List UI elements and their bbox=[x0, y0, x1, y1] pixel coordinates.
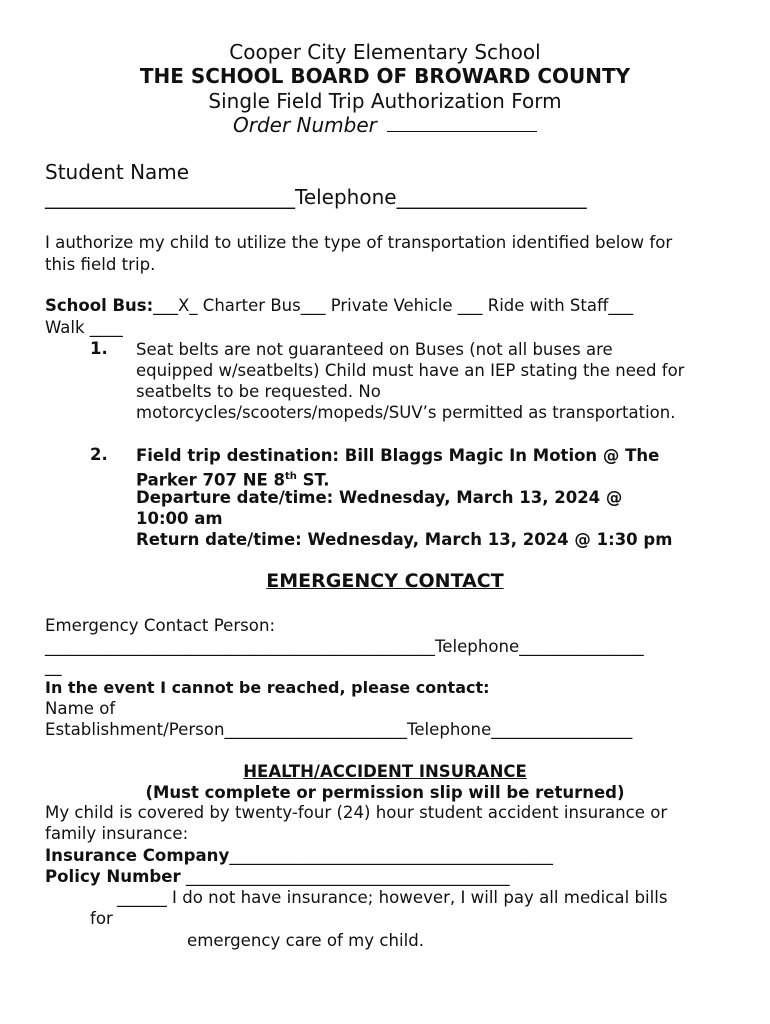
item-1-number: 1. bbox=[90, 339, 108, 358]
policy-number-field[interactable]: _______________________________________ bbox=[180, 867, 510, 886]
trip-destination-street: ST. bbox=[296, 470, 330, 490]
form-title: Single Field Trip Authorization Form bbox=[208, 89, 562, 113]
no-insurance-text: I do not have insurance; however, I will pay all medical bills bbox=[166, 888, 668, 907]
trip-destination-address: Parker 707 NE 8 bbox=[136, 470, 286, 490]
insurance-line-1: My child is covered by twenty-four (24) hour student accident insurance or bbox=[45, 803, 668, 822]
ride-staff-label: Ride with Staff bbox=[487, 296, 609, 315]
charter-bus-checkbox[interactable]: ___ bbox=[300, 296, 326, 315]
insurance-heading: HEALTH/ACCIDENT INSURANCE bbox=[243, 762, 527, 781]
establishment-label-line-1: Name of bbox=[45, 699, 116, 718]
departure-line-2: 10:00 am bbox=[136, 509, 223, 528]
school-board-title: THE SCHOOL BOARD OF BROWARD COUNTY bbox=[139, 64, 631, 88]
establishment-telephone-label: Telephone bbox=[407, 720, 492, 739]
no-insurance-row bbox=[117, 888, 667, 907]
walk-label: Walk bbox=[45, 318, 85, 337]
order-number-field[interactable] bbox=[387, 115, 537, 132]
establishment-telephone-field[interactable]: _________________ bbox=[491, 720, 633, 739]
school-name: Cooper City Elementary School bbox=[229, 40, 541, 64]
alternate-contact-heading: In the event I cannot be reached, please contact: bbox=[45, 678, 490, 697]
insurance-company-label: Insurance Company bbox=[45, 846, 230, 865]
emergency-contact-heading: EMERGENCY CONTACT bbox=[266, 570, 504, 592]
no-insurance-for: for bbox=[90, 909, 113, 928]
authorization-line-1: I authorize my child to utilize the type of transportation identified below for bbox=[45, 233, 673, 252]
item-1-line-1: Seat belts are not guaranteed on Buses (not all buses are bbox=[136, 340, 613, 359]
order-number-row bbox=[233, 113, 537, 137]
emergency-telephone-label: Telephone bbox=[434, 637, 520, 656]
emergency-contact-row bbox=[45, 637, 644, 656]
authorization-line-2: this field trip. bbox=[45, 255, 156, 274]
student-telephone-field[interactable]: ___________________ bbox=[396, 185, 587, 209]
ride-staff-checkbox[interactable]: ___ bbox=[608, 296, 634, 315]
private-vehicle-label: Private Vehicle bbox=[330, 296, 453, 315]
private-vehicle-checkbox[interactable]: ___ bbox=[457, 296, 483, 315]
emergency-telephone-field[interactable]: _______________ bbox=[519, 637, 644, 656]
student-telephone-label: Telephone bbox=[295, 185, 397, 209]
student-name-field[interactable]: _________________________ bbox=[45, 185, 295, 209]
no-insurance-checkbox[interactable]: ______ bbox=[117, 888, 167, 907]
establishment-label: Establishment/Person bbox=[45, 720, 225, 739]
establishment-field[interactable]: ______________________ bbox=[224, 720, 407, 739]
item-2-number: 2. bbox=[90, 445, 108, 464]
school-bus-checkbox[interactable]: ___X_ bbox=[153, 296, 198, 315]
emergency-contact-label: Emergency Contact Person: bbox=[45, 616, 276, 635]
charter-bus-label: Charter Bus bbox=[202, 296, 301, 315]
student-name-label: Student Name bbox=[45, 160, 190, 184]
student-row bbox=[45, 185, 587, 209]
item-1-line-4: motorcycles/scooters/mopeds/SUV’s permitted as transportation. bbox=[136, 403, 676, 422]
emergency-contact-field[interactable]: _______________________________________________ bbox=[45, 637, 435, 656]
order-number-label: Order Number bbox=[233, 113, 377, 137]
walk-checkbox[interactable]: ____ bbox=[89, 318, 123, 337]
establishment-row bbox=[45, 720, 632, 739]
item-1-line-3: seatbelts to be requested. No bbox=[136, 382, 381, 401]
insurance-subheading: (Must complete or permission slip will be returned) bbox=[145, 783, 625, 802]
departure-line-1: Departure date/time: Wednesday, March 13, 2024 @ bbox=[136, 488, 623, 507]
trip-destination-ordinal: th bbox=[285, 471, 297, 482]
insurance-company-field[interactable]: _______________________________________ bbox=[229, 846, 553, 865]
policy-number-label: Policy Number bbox=[45, 867, 181, 886]
item-1-line-2: equipped w/seatbelts) Child must have an IEP stating the need for bbox=[136, 361, 685, 380]
return-line: Return date/time: Wednesday, March 13, 2024 @ 1:30 pm bbox=[136, 530, 673, 549]
school-bus-label: School Bus: bbox=[45, 296, 154, 315]
transport-options bbox=[45, 296, 633, 315]
no-insurance-end: emergency care of my child. bbox=[187, 931, 425, 950]
trip-destination-line-1: Field trip destination: Bill Blaggs Magic In Motion @ The bbox=[136, 446, 660, 465]
policy-number-row bbox=[45, 867, 510, 886]
insurance-line-2: family insurance: bbox=[45, 824, 189, 843]
emergency-telephone-wrap: __ bbox=[45, 657, 62, 676]
walk-option bbox=[45, 318, 123, 337]
insurance-company-row bbox=[45, 846, 553, 865]
